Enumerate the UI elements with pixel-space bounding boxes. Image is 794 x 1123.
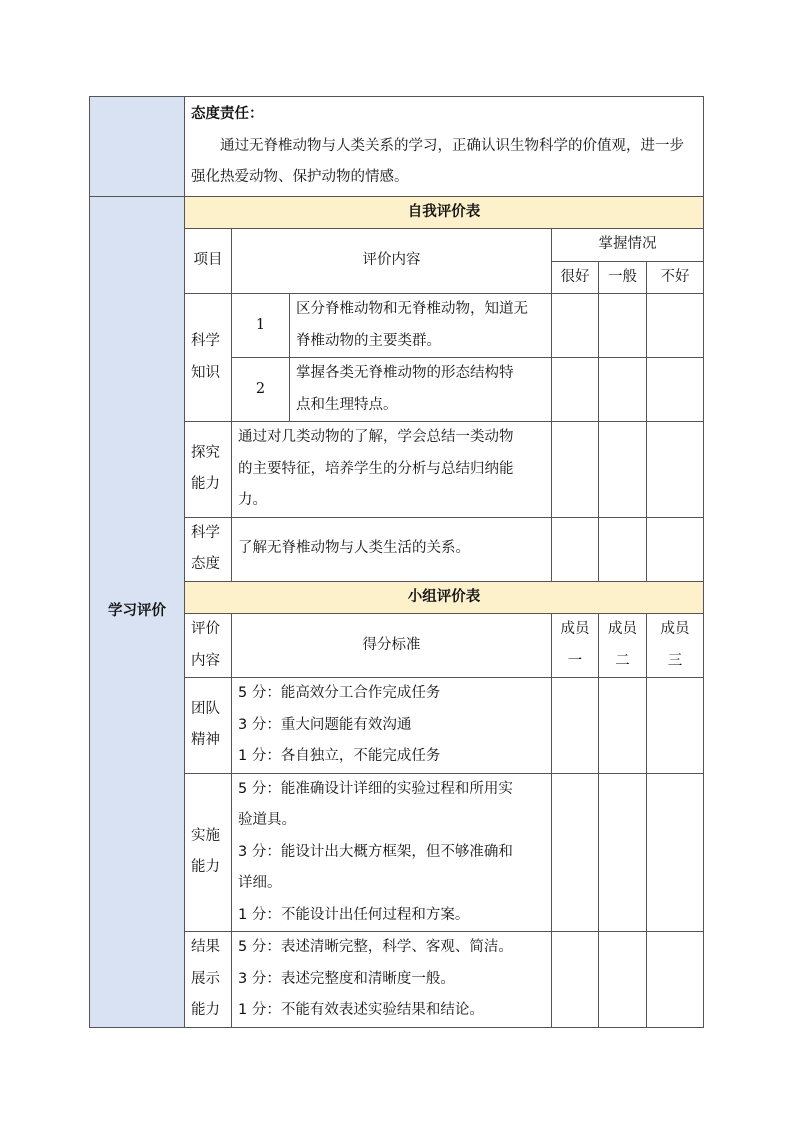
category-line: 精神	[191, 732, 220, 749]
criterion-line: 脊椎动物的主要类群。	[296, 332, 441, 349]
criterion-line: 区分脊椎动物和无脊椎动物，知道无	[296, 301, 528, 317]
category-line: 展示	[191, 970, 220, 987]
check-cell[interactable]	[647, 358, 704, 422]
standard-line: 3 分：重大问题能有效沟通	[238, 716, 412, 733]
level-average: 一般	[599, 261, 647, 294]
standard-line: 3 分：能设计出大概方框架，但不够准确和	[238, 843, 513, 860]
row-number: 2	[232, 358, 290, 422]
header-line: 成员	[660, 621, 690, 637]
category-line: 能力	[191, 476, 220, 493]
member-2-header	[599, 614, 647, 678]
score-cell[interactable]	[647, 678, 704, 774]
category-line: 科学	[191, 524, 220, 541]
criterion-line: 通过对几类动物的了解，学会总结一类动物	[238, 429, 514, 445]
col-content-header: 评价内容	[232, 229, 552, 294]
check-cell[interactable]	[599, 294, 647, 358]
score-cell[interactable]	[552, 932, 599, 1028]
level-poor: 不好	[647, 261, 704, 294]
standard-text	[232, 932, 552, 1028]
category-line: 能力	[191, 859, 220, 876]
attitude-text: 通过无脊椎动物与人类关系的学习，正确认识生物科学的价值观，进一步强化热爱动物、保护动物的情感。	[191, 137, 684, 185]
category-result-presentation	[185, 932, 232, 1028]
group-eval-title: 小组评价表	[185, 581, 704, 614]
header-line: 三	[667, 652, 683, 669]
category-line: 团队	[191, 700, 220, 717]
check-cell[interactable]	[599, 422, 647, 518]
criterion-line: 的主要特征，培养学生的分析与总结归纳能	[238, 460, 514, 477]
level-good: 很好	[552, 261, 599, 294]
category-inquiry	[185, 422, 232, 518]
header-line: 成员	[560, 621, 590, 637]
header-line: 成员	[608, 621, 637, 637]
header-line: 二	[615, 652, 630, 669]
attitude-cell	[185, 97, 704, 197]
check-cell[interactable]	[647, 422, 704, 518]
category-line: 态度	[191, 556, 220, 572]
member-3-header	[647, 614, 704, 678]
standard-line: 验道具。	[238, 812, 296, 828]
category-line: 能力	[191, 1002, 220, 1018]
criterion-text	[290, 294, 552, 358]
check-cell[interactable]	[552, 422, 599, 518]
standard-line: 5 分：能高效分工合作完成任务	[238, 685, 441, 701]
check-cell[interactable]	[599, 358, 647, 422]
score-cell[interactable]	[599, 678, 647, 774]
score-cell[interactable]	[599, 773, 647, 932]
score-cell[interactable]	[552, 678, 599, 774]
evaluation-table	[89, 96, 704, 1028]
standard-line: 详细。	[238, 875, 282, 891]
side-blank-cell	[90, 97, 185, 197]
side-label: 学习评价	[90, 196, 185, 1027]
category-attitude	[185, 517, 232, 581]
category-line: 探究	[191, 444, 220, 461]
criterion-line: 掌握各类无脊椎动物的形态结构特	[296, 365, 514, 381]
row-number: 1	[232, 294, 290, 358]
category-implementation	[185, 773, 232, 932]
header-line: 评价	[191, 621, 220, 637]
standard-text	[232, 773, 552, 932]
score-cell[interactable]	[599, 932, 647, 1028]
criterion-line: 力。	[238, 492, 267, 508]
attitude-title: 态度责任：	[191, 106, 264, 122]
check-cell[interactable]	[552, 294, 599, 358]
col-mastery-header: 掌握情况	[552, 229, 704, 262]
standard-line: 1 分：不能有效表述实验结果和结论。	[238, 1002, 484, 1018]
standard-line: 5 分：表述清晰完整，科学、客观、简洁。	[238, 939, 513, 955]
check-cell[interactable]	[647, 517, 704, 581]
criterion-text	[232, 422, 552, 518]
header-line: 一	[567, 652, 583, 669]
criterion-line: 点和生理特点。	[296, 396, 398, 413]
category-team-spirit	[185, 678, 232, 774]
category-line: 结果	[191, 939, 220, 955]
col-standard-header: 得分标准	[232, 614, 552, 678]
header-line: 内容	[191, 652, 220, 669]
category-line: 知识	[191, 364, 220, 381]
check-cell[interactable]	[552, 358, 599, 422]
standard-line: 1 分：不能设计出任何过程和方案。	[238, 906, 470, 923]
standard-line: 1 分：各自独立，不能完成任务	[238, 748, 441, 764]
col-content-header	[185, 614, 232, 678]
criterion-text	[290, 358, 552, 422]
self-eval-title: 自我评价表	[185, 196, 704, 229]
category-science-knowledge	[185, 294, 232, 422]
standard-text	[232, 678, 552, 774]
category-line: 科学	[191, 333, 220, 349]
score-cell[interactable]	[647, 932, 704, 1028]
check-cell[interactable]	[599, 517, 647, 581]
standard-line: 5 分：能准确设计详细的实验过程和所用实	[238, 780, 513, 797]
score-cell[interactable]	[552, 773, 599, 932]
check-cell[interactable]	[647, 294, 704, 358]
check-cell[interactable]	[552, 517, 599, 581]
standard-line: 3 分：表述完整度和清晰度一般。	[238, 970, 455, 987]
score-cell[interactable]	[647, 773, 704, 932]
category-line: 实施	[191, 827, 220, 844]
member-1-header	[552, 614, 599, 678]
col-item-header: 项目	[185, 229, 232, 294]
criterion-text: 了解无脊椎动物与人类生活的关系。	[232, 517, 552, 581]
